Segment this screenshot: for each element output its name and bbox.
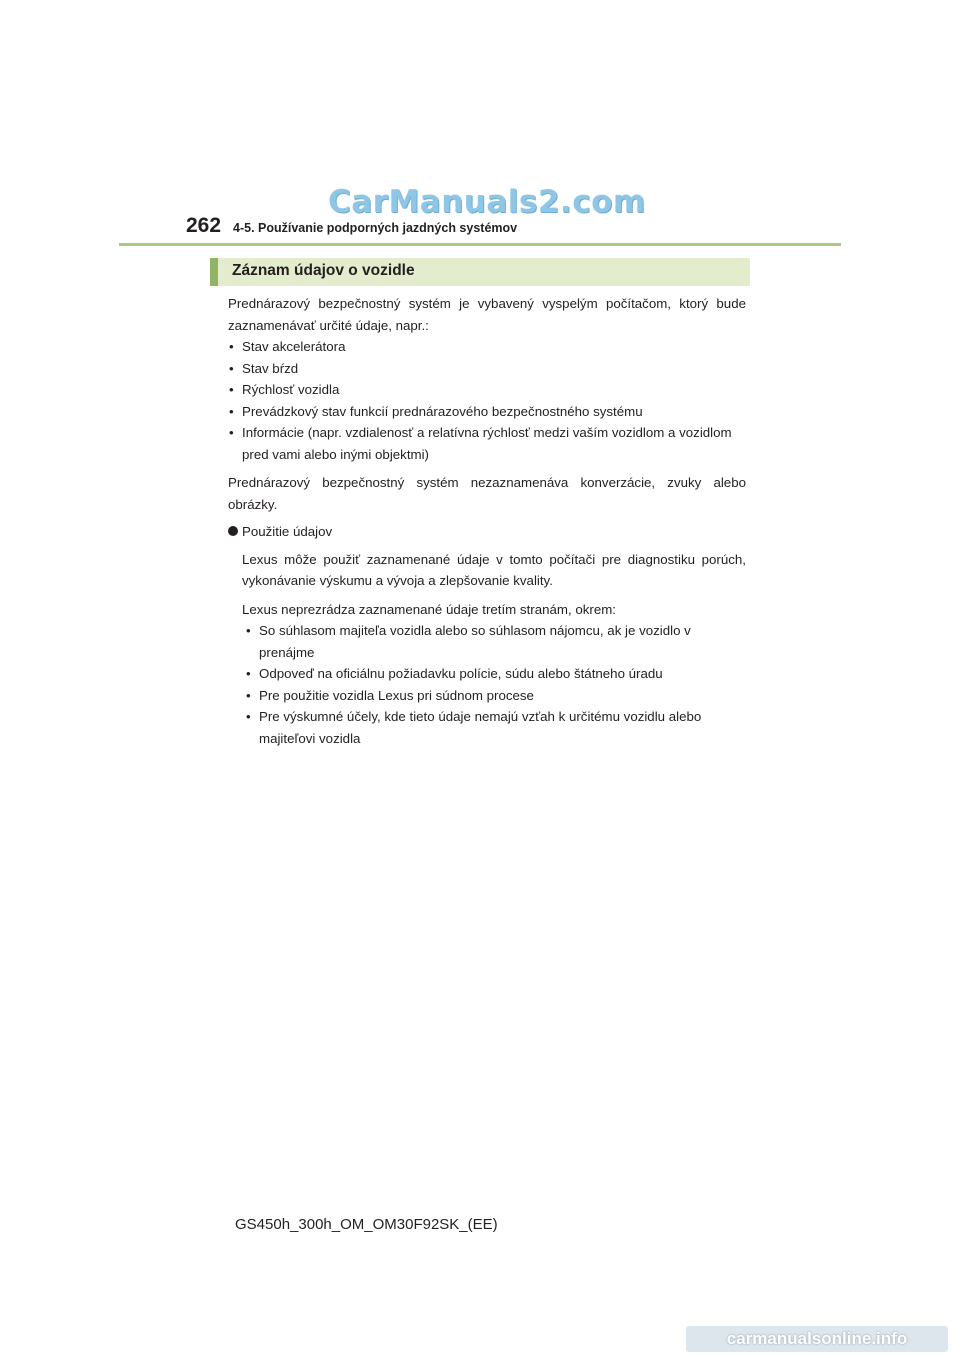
bullet-icon: •	[229, 339, 234, 354]
list-item	[242, 685, 746, 707]
page-number: 262	[186, 214, 222, 237]
list-item	[228, 358, 746, 380]
bullet-icon: •	[229, 360, 234, 376]
list-item-text: Pre použitie vozidla Lexus pri súdnom procese	[259, 687, 534, 703]
list-item	[242, 620, 746, 663]
manual-code: GS450h_300h_OM_OM30F92SK_(EE)	[235, 1216, 498, 1233]
list-item	[228, 336, 746, 358]
section-title: 4-5. Používanie podporných jazdných systémov	[233, 221, 518, 235]
carmanuals2-watermark: CarManuals2.com	[328, 184, 646, 220]
bullet-icon: •	[229, 403, 234, 419]
list-item	[228, 422, 746, 465]
data-use-paragraph: Lexus môže použiť zaznamenané údaje v tomto počítači pre diagnostiku porúch, vykonávanie výskumu a vývoja a zlepšovanie kvality.	[242, 551, 746, 588]
circle-bullet-icon	[228, 526, 238, 536]
list-item-text: Odpoveď na oficiálnu požiadavku polície, súdu alebo štátneho úradu	[259, 666, 663, 681]
list-item-text: Pre výskumné účely, kde tieto údaje nemajú vzťah k určitému vozidlu alebo majiteľovi vozidla	[259, 709, 702, 746]
content	[228, 293, 746, 749]
list-item-text: Informácie (napr. vzdialenosť a relatívna rýchlosť medzi vaším vozidlom a vozidlom pred vami alebo inými objektmi)	[242, 425, 732, 462]
list-item	[242, 706, 746, 749]
bullet-icon: •	[246, 666, 251, 681]
list-item-text: So súhlasom majiteľa vozidla alebo so súhlasom nájomcu, ak je vozidlo v prenájme	[259, 623, 691, 660]
list-item-text: Rýchlosť vozidla	[242, 382, 340, 397]
list-item-text: Stav bŕzd	[242, 360, 299, 376]
bullet-icon: •	[246, 687, 251, 703]
intro-paragraph: Prednárazový bezpečnostný systém je vybavený vyspelým počítačom, ktorý bude zaznamenávať určité údaje, napr.:	[228, 296, 746, 333]
heading-title: Záznam údajov o vozidle	[232, 262, 415, 279]
list-item-text: Prevádzkový stav funkcií prednárazového bezpečnostného systému	[242, 403, 643, 419]
list-item	[228, 379, 746, 401]
data-use-section	[242, 549, 746, 750]
bullet-icon: •	[229, 382, 234, 397]
disclosure-paragraph: Lexus neprezrádza zaznamenané údaje tretím stranám, okrem:	[242, 601, 616, 617]
list-item	[228, 401, 746, 423]
list-item-text: Stav akcelerátora	[242, 339, 346, 354]
bullet-icon: •	[229, 425, 234, 440]
data-use-heading	[228, 521, 746, 543]
list-item	[242, 663, 746, 685]
data-use-title: Použitie údajov	[242, 524, 333, 539]
bullet-icon: •	[246, 623, 251, 638]
heading-bar	[210, 258, 750, 286]
not-recorded-paragraph: Prednárazový bezpečnostný systém nezaznamenáva konverzácie, zvuky alebo obrázky.	[228, 475, 746, 512]
carmanualsonline-watermark[interactable]: carmanualsonline.info	[686, 1326, 948, 1352]
header-rule	[119, 243, 841, 246]
bullet-icon: •	[246, 709, 251, 724]
